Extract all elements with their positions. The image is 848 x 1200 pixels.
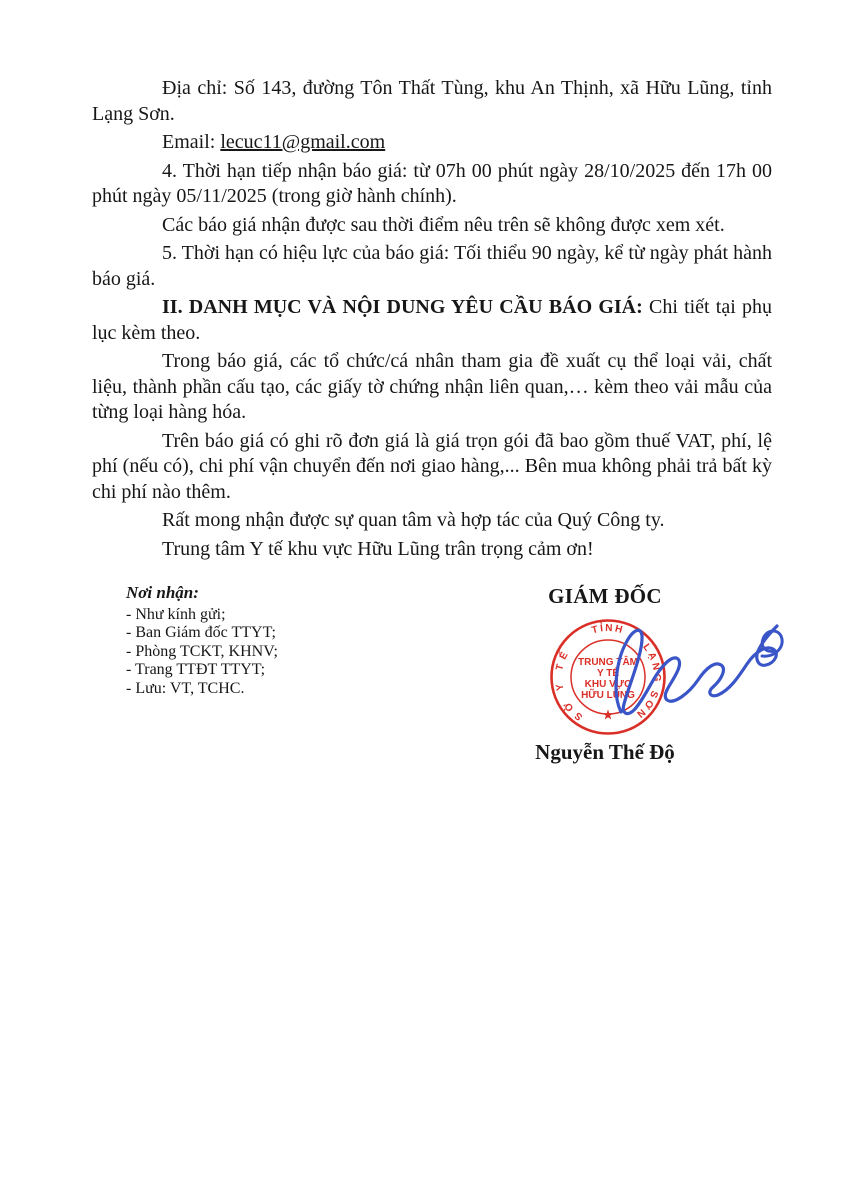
stamp-center-line-4: HỮU LŨNG [581, 690, 635, 701]
signer-name: Nguyễn Thế Độ [535, 740, 675, 764]
stamp-ring-left-text: SỞ Y TẾ [553, 646, 585, 723]
recipient-item: - Trang TTĐT TTYT; [126, 661, 266, 678]
stamp-center-line-2: Y TẾ [596, 668, 620, 679]
recipients-title: Nơi nhận: [126, 583, 199, 602]
stamp-ring-top-text: TỈNH [590, 622, 626, 637]
stamp-center-line-3: KHU VỰC [584, 679, 632, 690]
paragraph-email [92, 130, 772, 156]
paragraph-late-quotes: Các báo giá nhận được sau thời điểm nêu trên sẽ không được xem xét. [162, 213, 725, 236]
paragraph-thanks: Trung tâm Y tế khu vực Hữu Lũng trân trọng cảm ơn! [162, 537, 594, 560]
paragraph-section-ii [92, 295, 772, 346]
document-body [92, 76, 772, 565]
recipient-item: - Ban Giám đốc TTYT; [126, 624, 276, 641]
paragraph-regards: Rất mong nhận được sự quan tâm và hợp tác của Quý Công ty. [162, 509, 665, 531]
section-ii-rest: Chi tiết tại phụ lục kèm theo. [92, 296, 772, 344]
paragraph-validity: 5. Thời hạn có hiệu lực của báo giá: Tối thiểu 90 ngày, kể từ ngày phát hành báo giá. [92, 242, 772, 290]
stamp-center-line-1: TRUNG TÂM [578, 657, 638, 668]
stamp-ring-right-text: LẠNG SƠN [632, 641, 663, 722]
paragraph-receive-deadline: 4. Thời hạn tiếp nhận báo giá: từ 07h 00 phút ngày 28/10/2025 đến 17h 00 phút ngày 05/11/2025 (trong giờ hành chính). [92, 159, 772, 207]
paragraph-address: Địa chỉ: Số 143, đường Tôn Thất Tùng, khu An Thịnh, xã Hữu Lũng, tỉnh Lạng Sơn. [92, 77, 772, 125]
recipient-item: - Như kính gửi; [126, 605, 226, 623]
director-title: GIÁM ĐỐC [548, 584, 662, 608]
signature-scribble [575, 598, 805, 733]
paragraph-pricing: Trên báo giá có ghi rõ đơn giá là giá trọn gói đã bao gồm thuế VAT, phí, lệ phí (nếu có), chi phí vận chuyển đến nơi giao hàng,... Bên mua không phải trả bất kỳ chi phí nào thêm. [92, 429, 772, 503]
recipient-item: - Lưu: VT, TCHC. [126, 679, 245, 697]
recipients-block [126, 584, 278, 698]
section-ii-heading: II. DANH MỤC VÀ NỘI DUNG YÊU CẦU BÁO GIÁ: [162, 296, 643, 318]
paragraph-requirements: Trong báo giá, các tổ chức/cá nhân tham gia đề xuất cụ thể loại vải, chất liệu, thành phần cấu tạo, các giấy tờ chứng nhận liên quan,… kèm theo vải mẫu của từng loại hàng hóa. [92, 350, 772, 423]
recipient-item: - Phòng TCKT, KHNV; [126, 642, 278, 660]
email-label: Email: [162, 131, 221, 153]
email-link[interactable]: lecuc11@gmail.com [220, 131, 386, 153]
